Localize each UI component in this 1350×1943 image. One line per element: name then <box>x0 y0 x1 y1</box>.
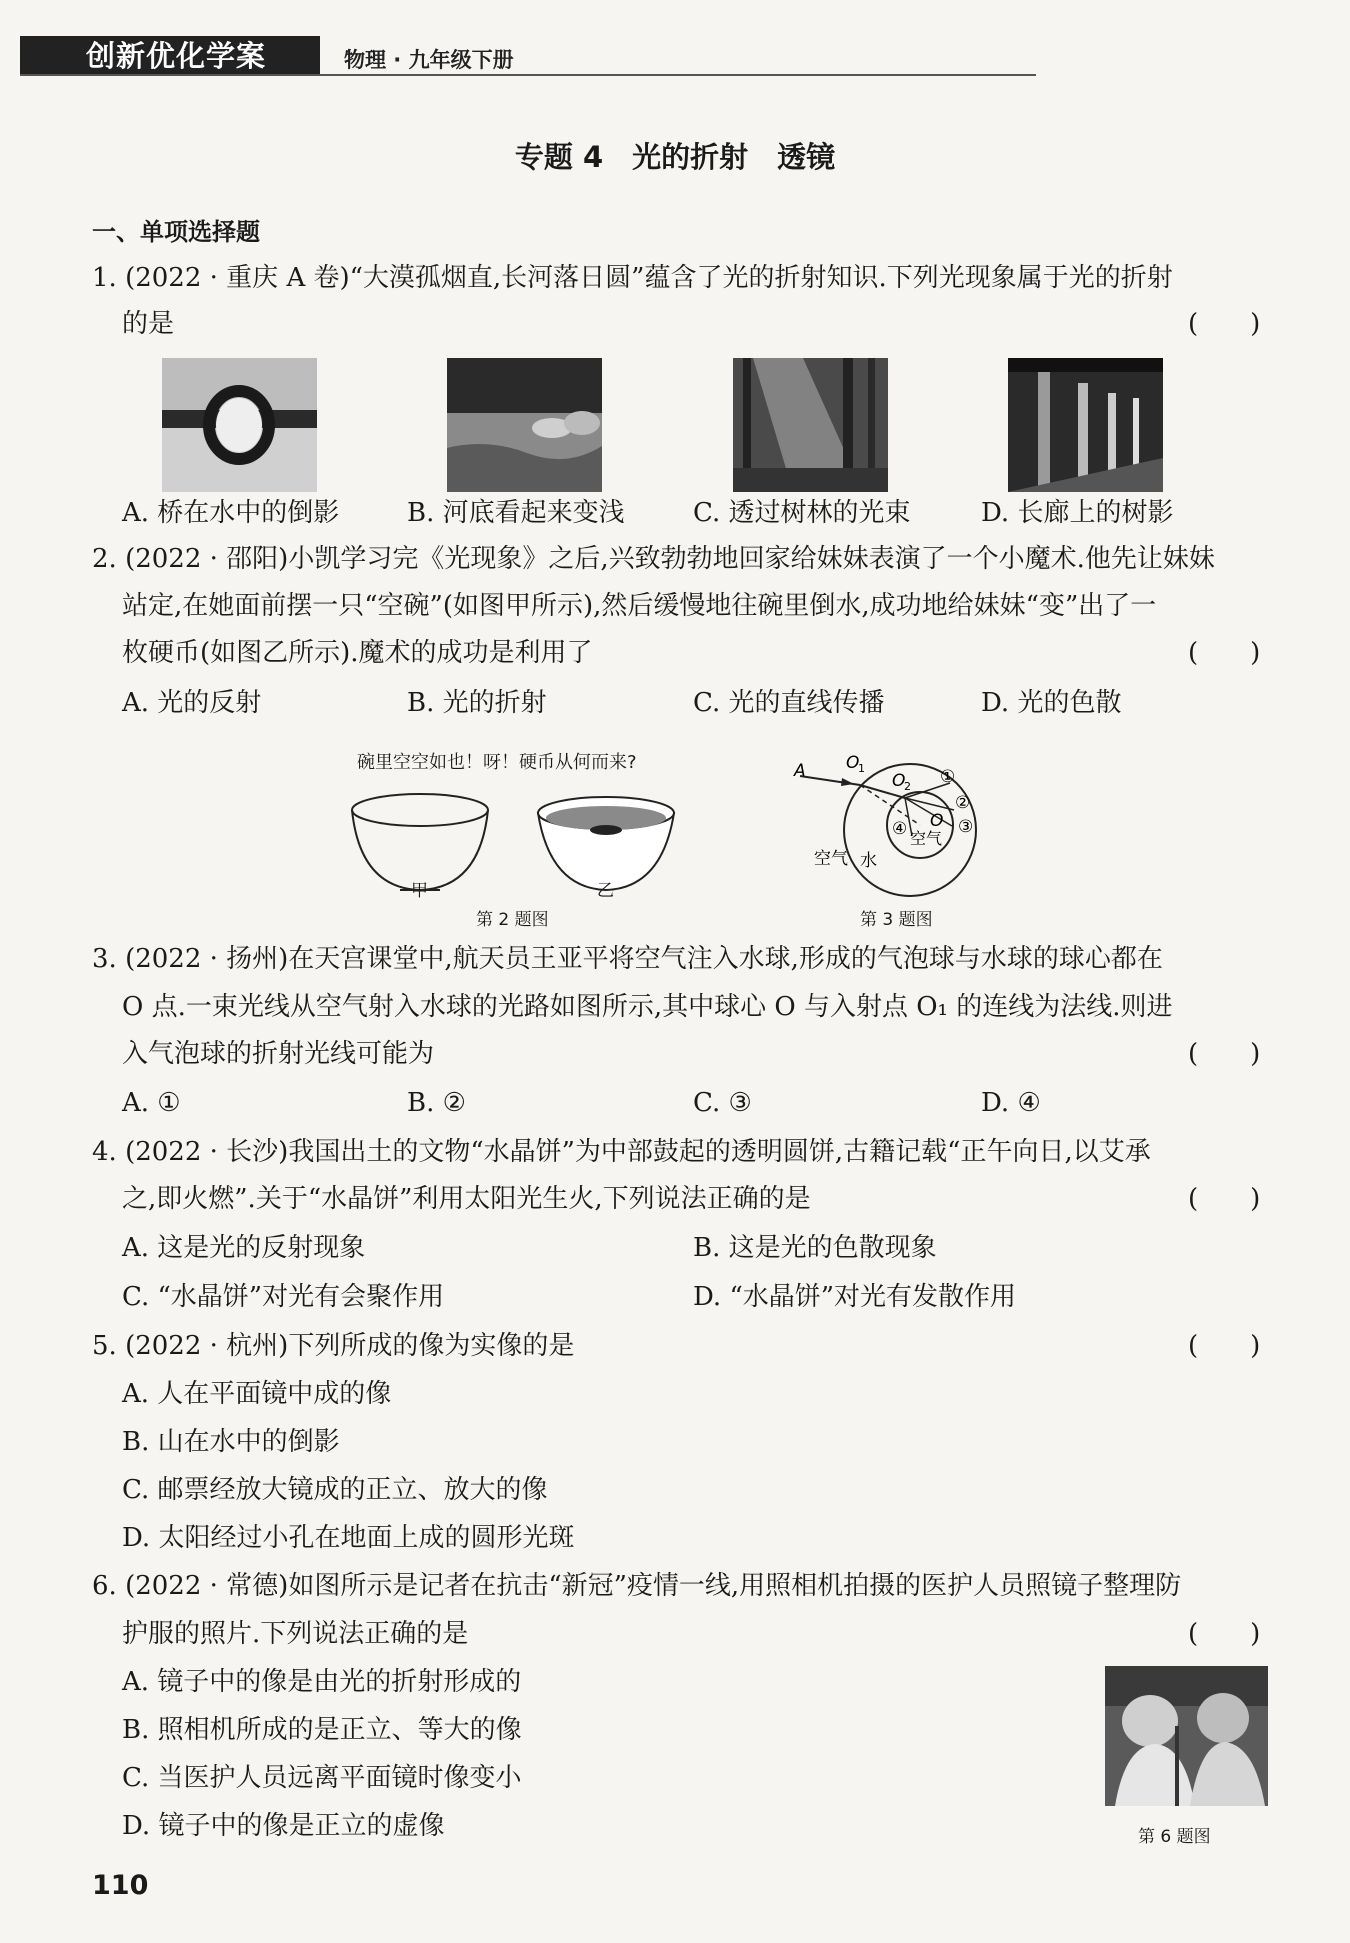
fig2-label-a: 甲 <box>411 881 428 901</box>
q6-option-b: B. 照相机所成的是正立、等大的像 <box>122 1715 522 1745</box>
q3-line-2: O 点.一束光线从空气射入水球的光路如图所示,其中球心 O 与入射点 O₁ 的连线为法线.则进 <box>122 992 1173 1022</box>
header-subject: 物理 · 九年级下册 <box>344 48 514 72</box>
q2-line-1: 2. (2022 · 邵阳)小凯学习完《光现象》之后,兴致勃勃地回家给妹妹表演了一个小魔术.他先让妹妹 <box>92 544 1215 574</box>
q3-option-c: C. ③ <box>693 1088 752 1118</box>
fig3-label-o: O <box>930 811 944 831</box>
q1-line-1: 1. (2022 · 重庆 A 卷)“大漠孤烟直,长河落日圆”蕴含了光的折射知识.下列光现象属于光的折射 <box>92 263 1173 293</box>
fig3-label-o1-sub: 1 <box>858 762 865 775</box>
q6-line-1: 6. (2022 · 常德)如图所示是记者在抗击“新冠”疫情一线,用照相机拍摄的医护人员照镜子整理防 <box>92 1571 1182 1601</box>
q6-line-2: 护服的照片.下列说法正确的是 <box>122 1619 469 1649</box>
q3-option-b: B. ② <box>407 1088 466 1118</box>
q4-option-c: C. “水晶饼”对光有会聚作用 <box>122 1282 445 1312</box>
q1-option-d: D. 长廊上的树影 <box>981 498 1174 528</box>
q2-option-b: B. 光的折射 <box>407 688 547 718</box>
q2-line-2: 站定,在她面前摆一只“空碗”(如图甲所示),然后缓慢地往碗里倒水,成功地给妹妹“变”出了一 <box>122 591 1157 621</box>
page-title: 专题 4 光的折射 透镜 <box>514 140 836 174</box>
page-number: 110 <box>92 1870 149 1901</box>
q6-answer-bracket: ( ) <box>1188 1619 1261 1649</box>
q4-line-1: 4. (2022 · 长沙)我国出土的文物“水晶饼”为中部鼓起的透明圆饼,古籍记载“正午向日,以艾承 <box>92 1137 1151 1167</box>
q6-option-c: C. 当医护人员远离平面镜时像变小 <box>122 1763 522 1793</box>
q5-answer-bracket: ( ) <box>1188 1331 1261 1361</box>
fig2-bowls-drawing <box>340 778 700 908</box>
q1-line-2: 的是 <box>122 309 175 339</box>
header-brand: 创新优化学案 <box>86 39 267 73</box>
fig3-ray-3: ③ <box>958 817 974 837</box>
q6-photo-medical-staff-mirror <box>1105 1666 1268 1806</box>
q1-photo-bridge-reflection <box>162 358 317 492</box>
q2-answer-bracket: ( ) <box>1188 638 1261 668</box>
q6-option-d: D. 镜子中的像是正立的虚像 <box>122 1811 445 1841</box>
fig2-label-b: 乙 <box>597 881 614 901</box>
q4-option-b: B. 这是光的色散现象 <box>693 1233 937 1263</box>
header-divider <box>20 74 1036 76</box>
q3-line-1: 3. (2022 · 扬州)在天宫课堂中,航天员王亚平将空气注入水球,形成的气泡球与水球的球心都在 <box>92 944 1163 974</box>
fig2-speech: 碗里空空如也！呀！硬币从何而来? <box>357 752 637 773</box>
fig3-ray-2: ② <box>955 793 971 813</box>
q5-line-1: 5. (2022 · 杭州)下列所成的像为实像的是 <box>92 1331 575 1361</box>
q4-option-a: A. 这是光的反射现象 <box>122 1233 366 1263</box>
q2-option-a: A. 光的反射 <box>122 688 262 718</box>
fig3-caption: 第 3 题图 <box>860 910 933 930</box>
q2-line-3: 枚硬币(如图乙所示).魔术的成功是利用了 <box>122 638 593 668</box>
fig3-label-a: A <box>794 761 806 781</box>
q1-option-a: A. 桥在水中的倒影 <box>122 498 340 528</box>
fig3-outer-air: 空气 <box>814 849 848 869</box>
q5-option-d: D. 太阳经过小孔在地面上成的圆形光斑 <box>122 1523 575 1553</box>
q1-photo-corridor-shadow <box>1008 358 1163 492</box>
q3-answer-bracket: ( ) <box>1188 1039 1261 1069</box>
fig3-water: 水 <box>860 851 877 871</box>
fig3-ray-1: ① <box>940 767 956 787</box>
q2-option-d: D. 光的色散 <box>981 688 1122 718</box>
q4-option-d: D. “水晶饼”对光有发散作用 <box>693 1282 1017 1312</box>
fig3-label-o1: O <box>846 753 860 773</box>
q3-option-a: A. ① <box>122 1088 181 1118</box>
fig3-inner-air: 空气 <box>910 829 943 848</box>
q1-option-b: B. 河底看起来变浅 <box>407 498 625 528</box>
q6-option-a: A. 镜子中的像是由光的折射形成的 <box>122 1667 522 1697</box>
q3-option-d: D. ④ <box>981 1088 1041 1118</box>
q5-option-b: B. 山在水中的倒影 <box>122 1427 340 1457</box>
q5-option-c: C. 邮票经放大镜成的正立、放大的像 <box>122 1475 548 1505</box>
q2-option-c: C. 光的直线传播 <box>693 688 885 718</box>
fig3-label-o2-sub: 2 <box>904 780 911 793</box>
fig2-caption: 第 2 题图 <box>476 910 549 930</box>
fig3-label-o2: O <box>892 771 906 791</box>
q3-line-3: 入气泡球的折射光线可能为 <box>122 1039 435 1069</box>
fig3-ray-4: ④ <box>892 819 908 839</box>
q1-photo-river-bed <box>447 358 602 492</box>
q4-line-2: 之,即火燃”.关于“水晶饼”利用太阳光生火,下列说法正确的是 <box>122 1184 811 1214</box>
section-heading: 一、单项选择题 <box>92 218 260 246</box>
q5-option-a: A. 人在平面镜中成的像 <box>122 1379 392 1409</box>
q6-caption: 第 6 题图 <box>1138 1827 1211 1847</box>
q1-option-c: C. 透过树林的光束 <box>693 498 911 528</box>
q4-answer-bracket: ( ) <box>1188 1184 1261 1214</box>
q1-answer-bracket: ( ) <box>1188 309 1261 339</box>
q1-photo-forest-beams <box>733 358 888 492</box>
fig3-water-ball-diagram <box>780 740 1020 900</box>
